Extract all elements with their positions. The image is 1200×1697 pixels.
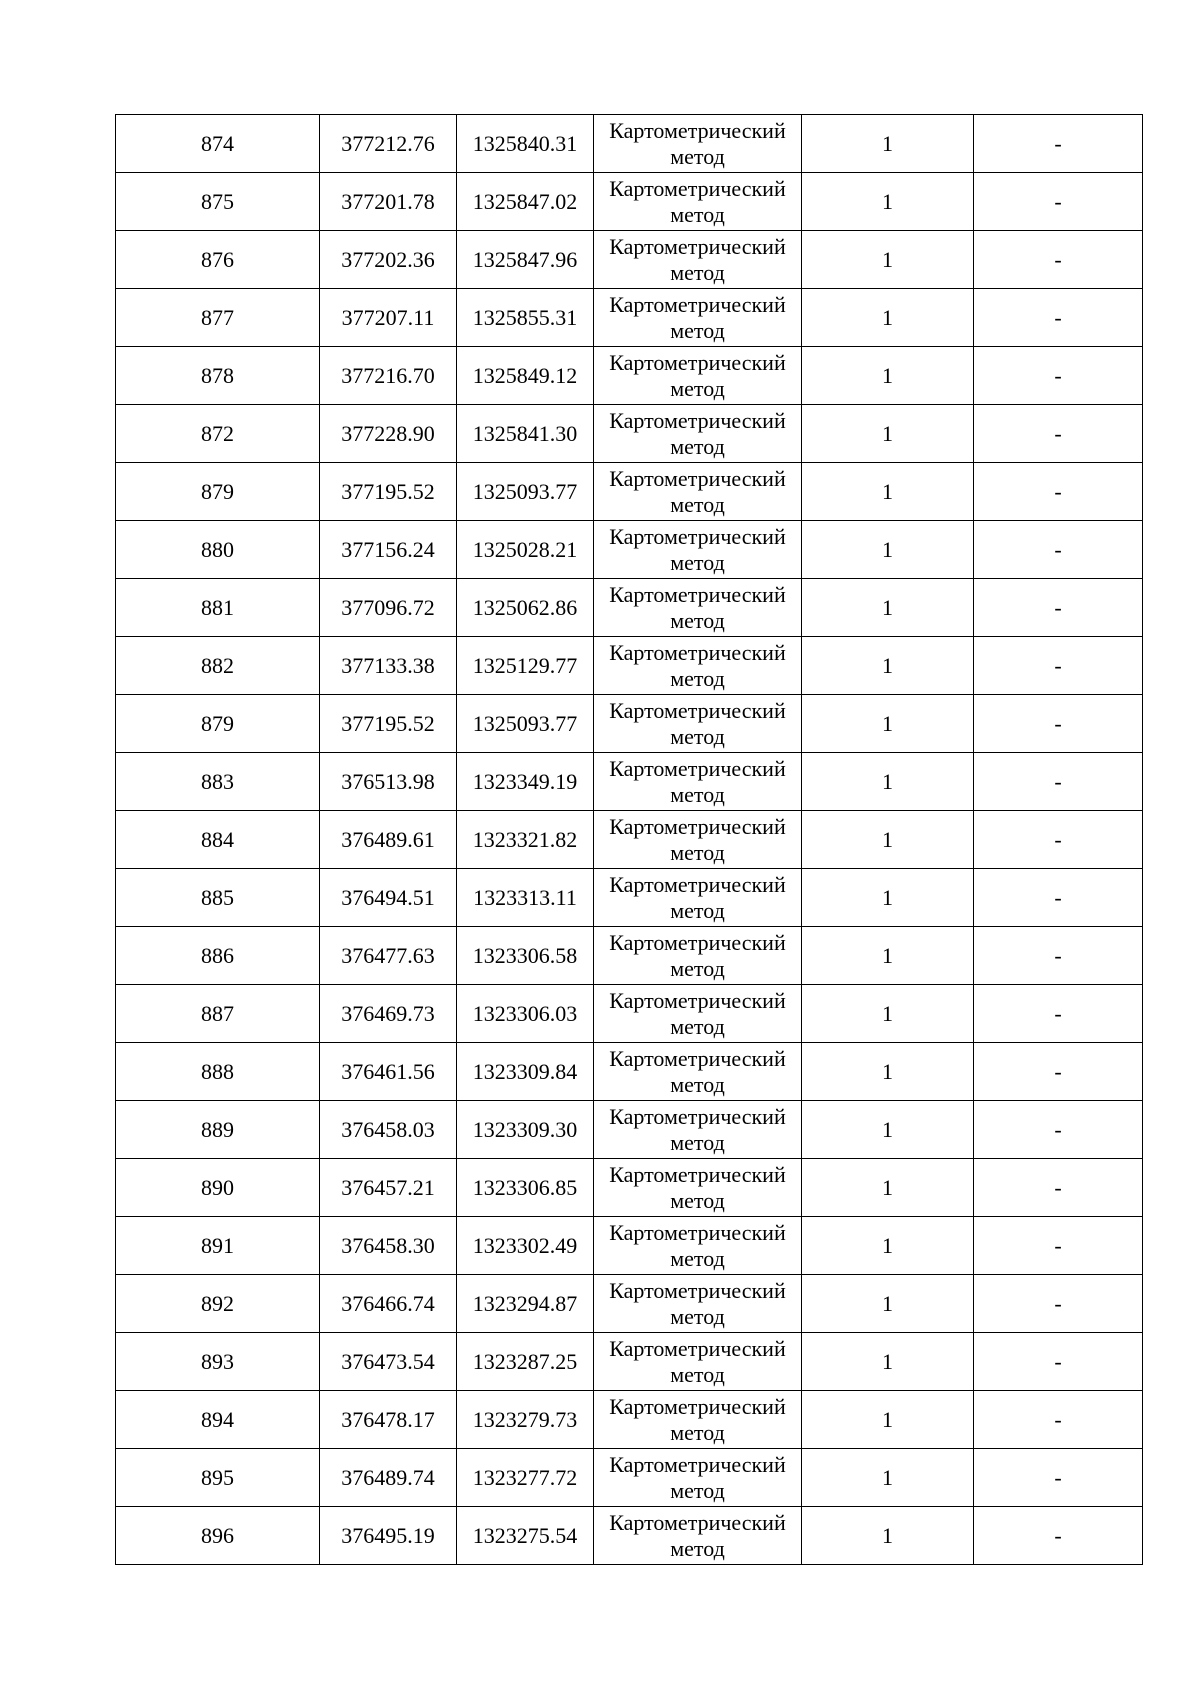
method-text-line: метод xyxy=(670,375,725,401)
point-number-cell: 894 xyxy=(116,1391,320,1449)
method-cell xyxy=(594,695,802,753)
method-cell xyxy=(594,1217,802,1275)
point-number-cell: 889 xyxy=(116,1101,320,1159)
y-coordinate-cell: 1323302.49 xyxy=(457,1217,594,1275)
point-number-cell: 879 xyxy=(116,695,320,753)
note-cell: - xyxy=(974,1449,1143,1507)
table-row xyxy=(116,579,1143,637)
x-coordinate-cell: 377195.52 xyxy=(320,695,457,753)
method-text-line: Картометрический xyxy=(609,291,786,317)
method-text-line: Картометрический xyxy=(609,1161,786,1187)
method-cell xyxy=(594,1333,802,1391)
point-number-cell: 878 xyxy=(116,347,320,405)
accuracy-cell: 1 xyxy=(802,289,974,347)
method-text-line: Картометрический xyxy=(609,1219,786,1245)
note-cell: - xyxy=(974,1507,1143,1565)
method-text-line: метод xyxy=(670,1361,725,1387)
x-coordinate-cell: 377195.52 xyxy=(320,463,457,521)
table-row xyxy=(116,173,1143,231)
x-coordinate-cell: 377212.76 xyxy=(320,115,457,173)
method-text-line: метод xyxy=(670,781,725,807)
x-coordinate-cell: 376458.30 xyxy=(320,1217,457,1275)
method-text-line: метод xyxy=(670,491,725,517)
table-row xyxy=(116,289,1143,347)
note-cell: - xyxy=(974,1391,1143,1449)
y-coordinate-cell: 1325129.77 xyxy=(457,637,594,695)
table-row xyxy=(116,1159,1143,1217)
table-row xyxy=(116,1101,1143,1159)
method-cell xyxy=(594,463,802,521)
accuracy-cell: 1 xyxy=(802,985,974,1043)
table-row xyxy=(116,869,1143,927)
x-coordinate-cell: 376489.74 xyxy=(320,1449,457,1507)
table-row xyxy=(116,753,1143,811)
point-number-cell: 875 xyxy=(116,173,320,231)
method-text-line: метод xyxy=(670,201,725,227)
method-text-line: метод xyxy=(670,1129,725,1155)
accuracy-cell: 1 xyxy=(802,695,974,753)
point-number-cell: 896 xyxy=(116,1507,320,1565)
y-coordinate-cell: 1323349.19 xyxy=(457,753,594,811)
method-cell xyxy=(594,347,802,405)
method-text-line: метод xyxy=(670,1245,725,1271)
method-cell xyxy=(594,753,802,811)
method-cell xyxy=(594,1391,802,1449)
accuracy-cell: 1 xyxy=(802,637,974,695)
x-coordinate-cell: 376457.21 xyxy=(320,1159,457,1217)
method-text-line: Картометрический xyxy=(609,1393,786,1419)
method-text-line: метод xyxy=(670,955,725,981)
x-coordinate-cell: 376494.51 xyxy=(320,869,457,927)
method-text-line: метод xyxy=(670,1187,725,1213)
y-coordinate-cell: 1323287.25 xyxy=(457,1333,594,1391)
table-row xyxy=(116,1217,1143,1275)
accuracy-cell: 1 xyxy=(802,1159,974,1217)
accuracy-cell: 1 xyxy=(802,173,974,231)
method-text-line: Картометрический xyxy=(609,1277,786,1303)
note-cell: - xyxy=(974,1043,1143,1101)
accuracy-cell: 1 xyxy=(802,231,974,289)
x-coordinate-cell: 376473.54 xyxy=(320,1333,457,1391)
y-coordinate-cell: 1323321.82 xyxy=(457,811,594,869)
method-cell xyxy=(594,1101,802,1159)
method-text-line: метод xyxy=(670,1419,725,1445)
table-row xyxy=(116,1449,1143,1507)
method-text-line: метод xyxy=(670,723,725,749)
note-cell: - xyxy=(974,1159,1143,1217)
method-cell xyxy=(594,927,802,985)
y-coordinate-cell: 1323294.87 xyxy=(457,1275,594,1333)
note-cell: - xyxy=(974,405,1143,463)
accuracy-cell: 1 xyxy=(802,1275,974,1333)
method-text-line: Картометрический xyxy=(609,871,786,897)
note-cell: - xyxy=(974,869,1143,927)
document-page xyxy=(115,114,1142,1565)
x-coordinate-cell: 377202.36 xyxy=(320,231,457,289)
method-text-line: метод xyxy=(670,665,725,691)
y-coordinate-cell: 1323306.58 xyxy=(457,927,594,985)
x-coordinate-cell: 376466.74 xyxy=(320,1275,457,1333)
point-number-cell: 888 xyxy=(116,1043,320,1101)
note-cell: - xyxy=(974,289,1143,347)
y-coordinate-cell: 1323306.03 xyxy=(457,985,594,1043)
point-number-cell: 884 xyxy=(116,811,320,869)
note-cell: - xyxy=(974,1275,1143,1333)
table-row xyxy=(116,1507,1143,1565)
method-cell xyxy=(594,1275,802,1333)
accuracy-cell: 1 xyxy=(802,347,974,405)
note-cell: - xyxy=(974,985,1143,1043)
y-coordinate-cell: 1323306.85 xyxy=(457,1159,594,1217)
x-coordinate-cell: 377207.11 xyxy=(320,289,457,347)
method-text-line: Картометрический xyxy=(609,523,786,549)
accuracy-cell: 1 xyxy=(802,1449,974,1507)
point-number-cell: 890 xyxy=(116,1159,320,1217)
method-cell xyxy=(594,1159,802,1217)
x-coordinate-cell: 376513.98 xyxy=(320,753,457,811)
method-cell xyxy=(594,869,802,927)
y-coordinate-cell: 1323309.84 xyxy=(457,1043,594,1101)
method-cell xyxy=(594,637,802,695)
y-coordinate-cell: 1325841.30 xyxy=(457,405,594,463)
note-cell: - xyxy=(974,231,1143,289)
note-cell: - xyxy=(974,811,1143,869)
point-number-cell: 887 xyxy=(116,985,320,1043)
x-coordinate-cell: 377216.70 xyxy=(320,347,457,405)
method-text-line: Картометрический xyxy=(609,1509,786,1535)
y-coordinate-cell: 1325093.77 xyxy=(457,695,594,753)
x-coordinate-cell: 376461.56 xyxy=(320,1043,457,1101)
accuracy-cell: 1 xyxy=(802,579,974,637)
method-text-line: Картометрический xyxy=(609,349,786,375)
method-text-line: Картометрический xyxy=(609,1103,786,1129)
y-coordinate-cell: 1325840.31 xyxy=(457,115,594,173)
table-row xyxy=(116,405,1143,463)
point-number-cell: 883 xyxy=(116,753,320,811)
method-text-line: Картометрический xyxy=(609,987,786,1013)
accuracy-cell: 1 xyxy=(802,811,974,869)
y-coordinate-cell: 1323275.54 xyxy=(457,1507,594,1565)
method-text-line: метод xyxy=(670,1477,725,1503)
method-text-line: метод xyxy=(670,143,725,169)
method-text-line: Картометрический xyxy=(609,1451,786,1477)
point-number-cell: 879 xyxy=(116,463,320,521)
note-cell: - xyxy=(974,579,1143,637)
method-cell xyxy=(594,1043,802,1101)
note-cell: - xyxy=(974,753,1143,811)
y-coordinate-cell: 1325849.12 xyxy=(457,347,594,405)
point-number-cell: 885 xyxy=(116,869,320,927)
point-number-cell: 886 xyxy=(116,927,320,985)
point-number-cell: 881 xyxy=(116,579,320,637)
y-coordinate-cell: 1325093.77 xyxy=(457,463,594,521)
method-text-line: Картометрический xyxy=(609,755,786,781)
accuracy-cell: 1 xyxy=(802,405,974,463)
method-text-line: метод xyxy=(670,839,725,865)
table-row xyxy=(116,231,1143,289)
y-coordinate-cell: 1325062.86 xyxy=(457,579,594,637)
y-coordinate-cell: 1323313.11 xyxy=(457,869,594,927)
method-cell xyxy=(594,985,802,1043)
method-cell xyxy=(594,579,802,637)
y-coordinate-cell: 1323279.73 xyxy=(457,1391,594,1449)
y-coordinate-cell: 1323277.72 xyxy=(457,1449,594,1507)
point-number-cell: 876 xyxy=(116,231,320,289)
x-coordinate-cell: 376477.63 xyxy=(320,927,457,985)
method-text-line: метод xyxy=(670,1013,725,1039)
table-row xyxy=(116,115,1143,173)
note-cell: - xyxy=(974,347,1143,405)
method-cell xyxy=(594,231,802,289)
method-text-line: Картометрический xyxy=(609,639,786,665)
accuracy-cell: 1 xyxy=(802,1391,974,1449)
method-cell xyxy=(594,521,802,579)
x-coordinate-cell: 376489.61 xyxy=(320,811,457,869)
accuracy-cell: 1 xyxy=(802,1333,974,1391)
x-coordinate-cell: 376458.03 xyxy=(320,1101,457,1159)
accuracy-cell: 1 xyxy=(802,1507,974,1565)
note-cell: - xyxy=(974,115,1143,173)
x-coordinate-cell: 377133.38 xyxy=(320,637,457,695)
method-text-line: метод xyxy=(670,549,725,575)
table-row xyxy=(116,347,1143,405)
method-text-line: метод xyxy=(670,1535,725,1561)
method-cell xyxy=(594,173,802,231)
coordinates-table xyxy=(115,114,1143,1565)
table-row xyxy=(116,811,1143,869)
method-text-line: Картометрический xyxy=(609,929,786,955)
note-cell: - xyxy=(974,1333,1143,1391)
method-text-line: метод xyxy=(670,433,725,459)
x-coordinate-cell: 377201.78 xyxy=(320,173,457,231)
accuracy-cell: 1 xyxy=(802,521,974,579)
method-text-line: метод xyxy=(670,897,725,923)
table-row xyxy=(116,463,1143,521)
table-row xyxy=(116,1333,1143,1391)
method-text-line: Картометрический xyxy=(609,581,786,607)
point-number-cell: 891 xyxy=(116,1217,320,1275)
accuracy-cell: 1 xyxy=(802,753,974,811)
table-row xyxy=(116,1043,1143,1101)
accuracy-cell: 1 xyxy=(802,1101,974,1159)
method-text-line: Картометрический xyxy=(609,233,786,259)
note-cell: - xyxy=(974,173,1143,231)
table-row xyxy=(116,521,1143,579)
table-row xyxy=(116,637,1143,695)
accuracy-cell: 1 xyxy=(802,869,974,927)
table-row xyxy=(116,1275,1143,1333)
x-coordinate-cell: 377096.72 xyxy=(320,579,457,637)
point-number-cell: 892 xyxy=(116,1275,320,1333)
point-number-cell: 872 xyxy=(116,405,320,463)
table-row xyxy=(116,927,1143,985)
table-row xyxy=(116,695,1143,753)
method-text-line: Картометрический xyxy=(609,1335,786,1361)
y-coordinate-cell: 1325847.96 xyxy=(457,231,594,289)
method-cell xyxy=(594,811,802,869)
point-number-cell: 877 xyxy=(116,289,320,347)
method-cell xyxy=(594,289,802,347)
method-text-line: метод xyxy=(670,1303,725,1329)
note-cell: - xyxy=(974,463,1143,521)
note-cell: - xyxy=(974,637,1143,695)
note-cell: - xyxy=(974,521,1143,579)
method-cell xyxy=(594,1507,802,1565)
method-text-line: Картометрический xyxy=(609,1045,786,1071)
accuracy-cell: 1 xyxy=(802,115,974,173)
table-row xyxy=(116,1391,1143,1449)
accuracy-cell: 1 xyxy=(802,463,974,521)
point-number-cell: 893 xyxy=(116,1333,320,1391)
note-cell: - xyxy=(974,695,1143,753)
method-text-line: метод xyxy=(670,1071,725,1097)
x-coordinate-cell: 377156.24 xyxy=(320,521,457,579)
method-text-line: Картометрический xyxy=(609,697,786,723)
method-text-line: Картометрический xyxy=(609,407,786,433)
accuracy-cell: 1 xyxy=(802,1043,974,1101)
y-coordinate-cell: 1325847.02 xyxy=(457,173,594,231)
y-coordinate-cell: 1325855.31 xyxy=(457,289,594,347)
point-number-cell: 882 xyxy=(116,637,320,695)
method-text-line: метод xyxy=(670,259,725,285)
note-cell: - xyxy=(974,1101,1143,1159)
table-body xyxy=(116,115,1143,1565)
note-cell: - xyxy=(974,1217,1143,1275)
method-text-line: метод xyxy=(670,317,725,343)
y-coordinate-cell: 1325028.21 xyxy=(457,521,594,579)
x-coordinate-cell: 377228.90 xyxy=(320,405,457,463)
method-text-line: Картометрический xyxy=(609,175,786,201)
method-text-line: метод xyxy=(670,607,725,633)
x-coordinate-cell: 376469.73 xyxy=(320,985,457,1043)
method-cell xyxy=(594,115,802,173)
point-number-cell: 880 xyxy=(116,521,320,579)
method-cell xyxy=(594,1449,802,1507)
point-number-cell: 895 xyxy=(116,1449,320,1507)
point-number-cell: 874 xyxy=(116,115,320,173)
method-cell xyxy=(594,405,802,463)
method-text-line: Картометрический xyxy=(609,465,786,491)
method-text-line: Картометрический xyxy=(609,117,786,143)
y-coordinate-cell: 1323309.30 xyxy=(457,1101,594,1159)
method-text-line: Картометрический xyxy=(609,813,786,839)
accuracy-cell: 1 xyxy=(802,927,974,985)
x-coordinate-cell: 376478.17 xyxy=(320,1391,457,1449)
x-coordinate-cell: 376495.19 xyxy=(320,1507,457,1565)
note-cell: - xyxy=(974,927,1143,985)
table-row xyxy=(116,985,1143,1043)
accuracy-cell: 1 xyxy=(802,1217,974,1275)
